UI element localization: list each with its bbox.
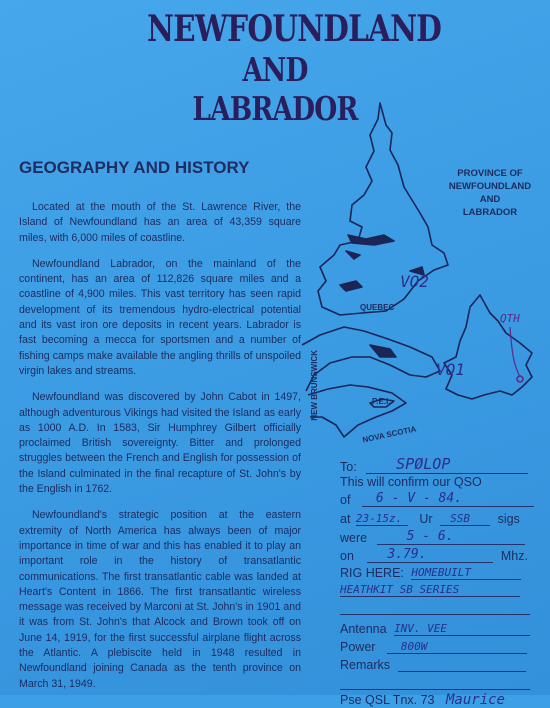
qth-annotation: QTH: [500, 312, 520, 325]
new-brunswick-label: NEW BRUNSWICK: [310, 350, 319, 421]
province-label: PROVINCE OF NEWFOUNDLAND AND LABRADOR: [448, 168, 532, 218]
paragraph-4: Newfoundland's strategic position at the eastern extremity of North America has always been of major importance in time of war and this has enabled it to play an important role in the history of transatlantic communications. The first transatlantic cable was landed at Heart's Content in 1866. The first transatlantic wireless message was received by Marconi at St. John's in 1901 and it was from St. John's that Alcock and Brown took off on June 14, 1919, for the first successful airplane flight across the Atlantic. A plebiscite held in 1948 resulted in Newfoundland joining Canada as the tenth province on March 31, 1949.: [19, 509, 301, 690]
sigs-label: sigs: [497, 512, 520, 526]
on-label: on: [340, 549, 354, 563]
paragraph-1: Located at the mouth of the St. Lawrence River, the Island of Newfoundland has an area of 43,359 square miles, with 6,000 miles of coastline.: [19, 201, 301, 244]
pse-qsl-text: Pse QSL Tnx. 73: [340, 693, 435, 707]
nova-scotia-label: NOVA SCOTIA: [361, 424, 418, 445]
title-line-2: AND LABRADOR: [192, 50, 358, 128]
ur-label: Ur: [419, 512, 433, 526]
lake-4: [370, 345, 396, 357]
vo2-annotation: VO2: [400, 272, 429, 291]
lake-3: [340, 281, 362, 291]
quebec-coast: [302, 327, 440, 391]
sigs-value: 5 - 6.: [406, 529, 454, 544]
remarks-label: Remarks: [340, 658, 391, 672]
signature: Maurice: [445, 692, 505, 708]
to-value: SPØLOP: [396, 455, 451, 473]
history-text: [19, 200, 301, 703]
to-label: To:: [340, 460, 357, 474]
paragraph-3: Newfoundland was discovered by John Cabot in 1497, although adventurous Vikings had visited the Island as early as 1000 A.D. In 1583, Sir Humphrey Gilbert officially proclaimed British sovereignty. Bitter and prolonged struggles between the French and English for possession of the Island culminated in the final recapture of St. John's by the English in 1762.: [19, 391, 301, 496]
power-value: 800W: [400, 640, 428, 653]
pei-label: P.E.I.: [372, 397, 391, 406]
power-label: Power: [340, 640, 376, 654]
at-label: at: [340, 512, 351, 526]
were-label: were: [340, 531, 368, 545]
paragraph-2: Newfoundland Labrador, on the mainland of the continent, has an area of 112,826 square miles and a coastline of 4,900 miles. This vast territory has seen rapid development of its tremendous hydro-electrical potential and its vast iron ore deposits in recent years. Labrador is fast becoming a mecca for sportsmen and a number of fishing camps make available the angling thrills of unspoiled virgin lakes and streams.: [19, 257, 301, 377]
of-label: of: [340, 493, 351, 507]
lake-2: [346, 251, 360, 259]
vo1-annotation: VO1: [436, 360, 465, 379]
mhz-label: Mhz.: [500, 549, 528, 563]
newfoundland-outline: [444, 295, 532, 399]
rig-value-1: HOMEBUILT: [411, 566, 471, 579]
mode-value: SSB: [450, 512, 470, 525]
title-line-1: NEWFOUNDLAND: [147, 8, 442, 50]
date-value: 6 - V - 84.: [375, 491, 463, 506]
lake-1: [348, 235, 394, 245]
section-heading: GEOGRAPHY AND HISTORY: [19, 158, 250, 177]
rig-label: RIG HERE:: [340, 566, 404, 580]
antenna-value: INV. VEE: [394, 622, 448, 635]
freq-value: 3.79.: [387, 547, 427, 562]
antenna-label: Antenna: [340, 622, 387, 636]
time-value: 23-15z.: [355, 512, 403, 525]
quebec-label: QUEBEC: [360, 303, 395, 312]
confirm-text: This will confirm our QSO: [340, 475, 482, 489]
qth-arrow: [510, 327, 520, 377]
rig-value-2: HEATHKIT SB SERIES: [340, 583, 460, 596]
